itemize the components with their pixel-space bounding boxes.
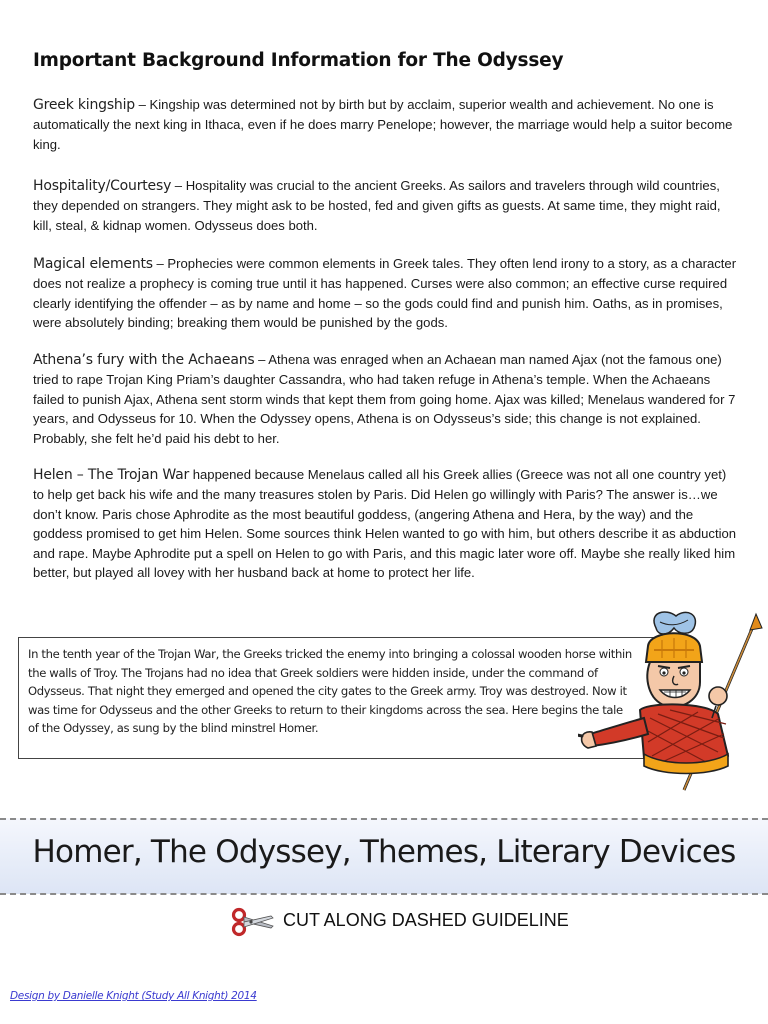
section-body: – Prophecies were common elements in Greek tales. They often lend irony to a story, as a character does not realize a prophecy is coming true until it has happened. Curses were also common; an effective curse required clearly identifying the offender – as by name and home – so the gods could find and punish him. Oaths, as in promises, were absolutely binding; breaking them would be punished by the gods. (33, 256, 737, 331)
section-athena-fury (33, 350, 738, 448)
section-heading: Greek kingship (33, 97, 135, 113)
section-body: – Kingship was determined not by birth but by acclaim, superior wealth and achievement. No one is automatically the next king in Ithaca, even if he does marry Penelope; however, the marriage would help a suitor become king. (33, 97, 733, 152)
section-body: happened because Menelaus called all his Greek allies (Greece was not all one country yet) to help get back his wife and the many treasures stolen by Paris. Did Helen go willingly with Paris? The answer is…we don’t know. Paris chose Aphrodite as the most beautiful goddess, (angering Athena and Hera, by the way) and the goddess promised to get him Helen. Some sources think Helen wanted to go with him, but others describe it as abduction and rape. Maybe Aphrodite put a spell on Helen to go with Paris, and this magic later wore off. Maybe she really liked him better, but played all lovey with her husband back at home to protect her life. (33, 467, 737, 581)
cut-guideline-bottom (0, 893, 768, 895)
section-heading: Magical elements (33, 256, 153, 272)
section-greek-kingship (33, 95, 738, 154)
designer-credit-link[interactable]: Design by Danielle Knight (Study All Knight) 2014 (10, 990, 257, 1002)
section-heading: Hospitality/Courtesy (33, 178, 172, 194)
story-text: In the tenth year of the Trojan War, the Greeks tricked the enemy into bringing a colossal wooden horse within the walls of Troy. The Trojans had no idea that Greek soldiers were hidden inside, under the command of Odysseus. That night they emerged and opened the city gates to the Greek army. Troy was destroyed. Now it was time for Odysseus and the other Greeks to return to their kingdoms across the sea. Here begins the tale of the Odyssey, as sung by the blind minstrel Homer. (28, 647, 632, 736)
banner-title: Homer, The Odyssey, Themes, Literary Devices (32, 834, 736, 870)
section-body: – Athena was enraged when an Achaean man named Ajax (not the famous one) tried to rape Trojan King Priam’s daughter Cassandra, who had taken refuge in Athena’s temple. When the Achaeans failed to punish Ajax, Athena sent storm winds that kept them from going home. Ajax was killed; Menelaus wandered for 7 years, and Odysseus for 10. When the Odyssey opens, Athena is on Odysseus’s side; this change is not explained. Probably, she felt he’d paid his debt to her. (33, 352, 736, 446)
section-heading: Helen – The Trojan War (33, 467, 190, 483)
greek-warrior-illustration (578, 606, 768, 792)
cut-guideline-top (0, 818, 768, 820)
section-heading: Athena’s fury with the Achaeans (33, 352, 255, 368)
section-body: – Hospitality was crucial to the ancient Greeks. As sailors and travelers through wild countries, they depended on strangers. They might ask to be hosted, fed and given gifts as guests. At same time, they might raid, kill, steal, & kidnap women. Odysseus does both. (33, 178, 721, 233)
section-hospitality (33, 176, 738, 235)
story-box (18, 637, 662, 759)
section-helen-trojan-war (33, 465, 738, 582)
section-magical-elements (33, 254, 738, 333)
cut-instruction: CUT ALONG DASHED GUIDELINE (283, 910, 569, 930)
page-title: Important Background Information for The Odyssey (33, 50, 564, 71)
scissors-icon (231, 906, 275, 938)
